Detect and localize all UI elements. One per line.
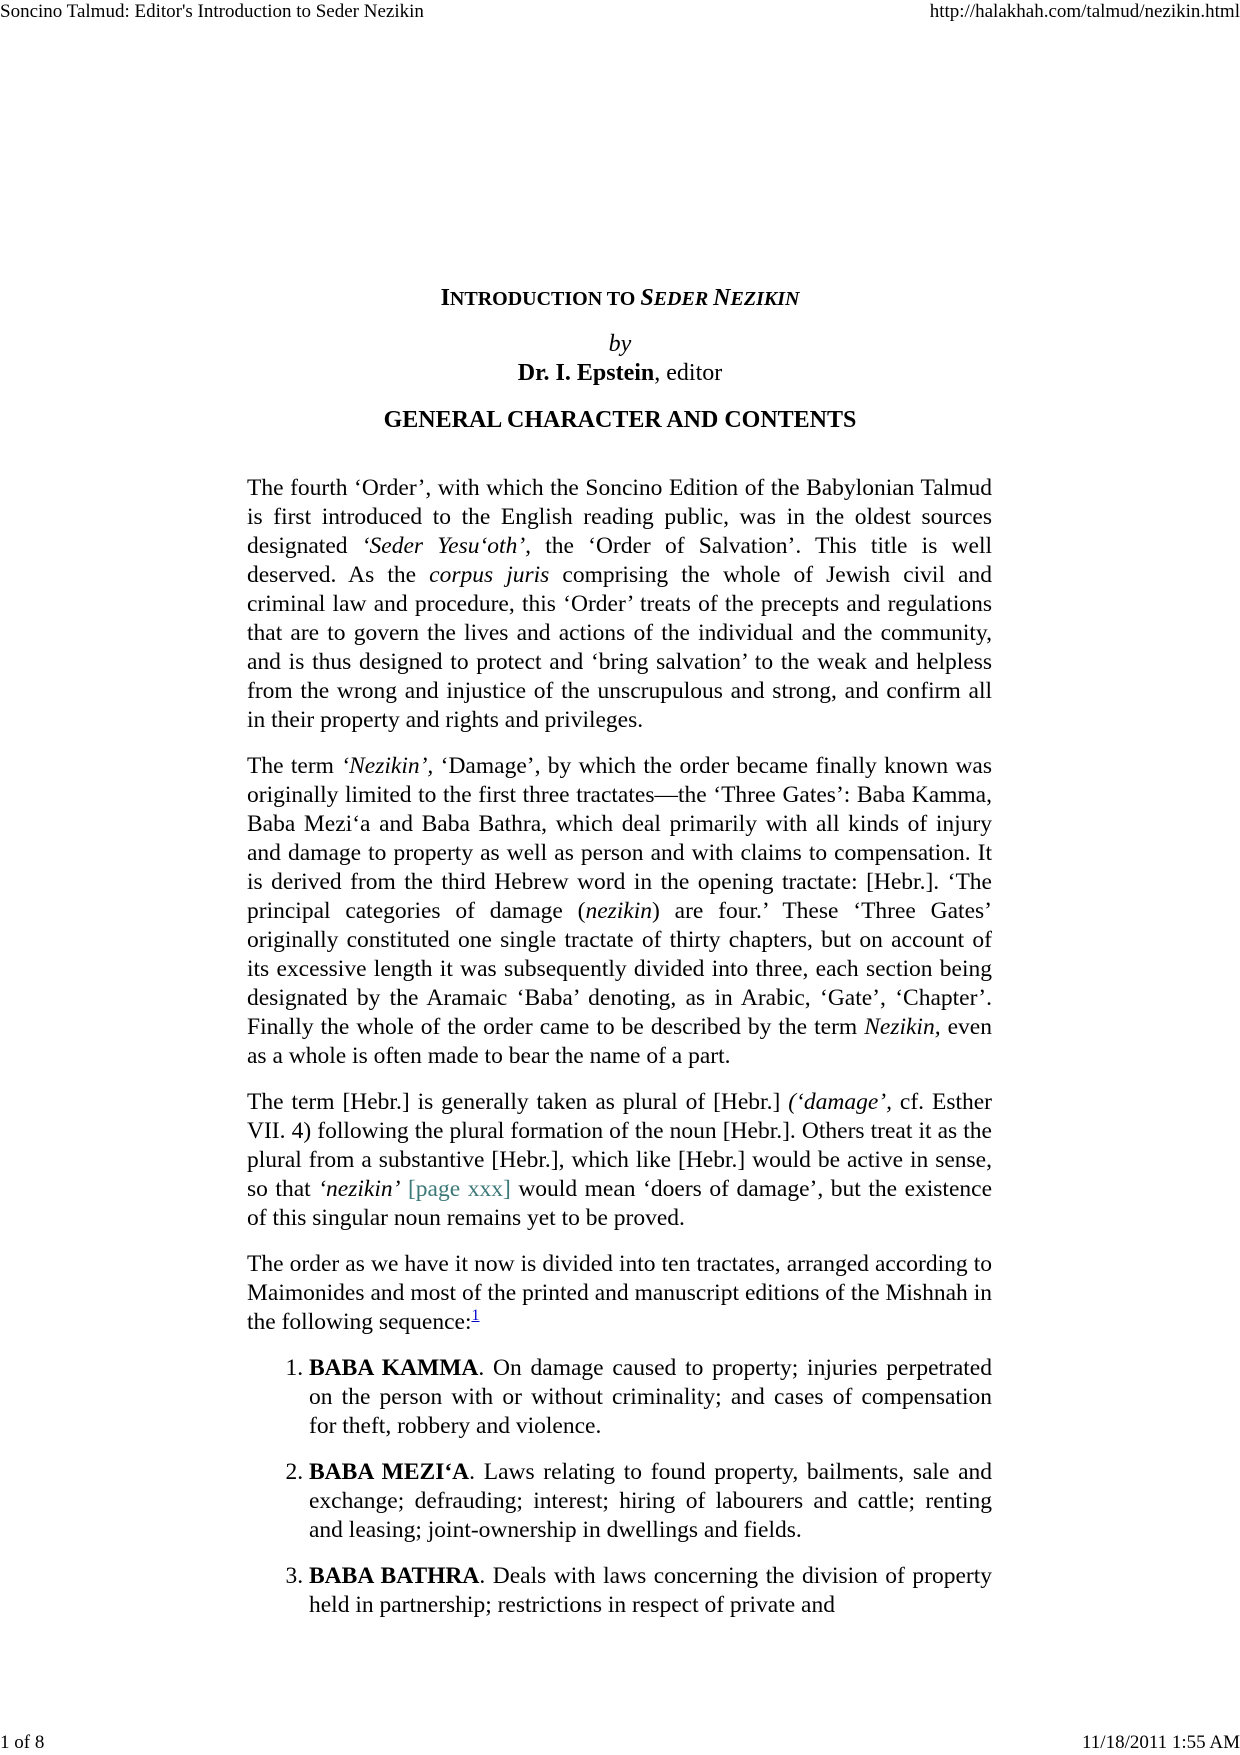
paragraph-1: The fourth ‘Order’, with which the Soncino Edition of the Babylonian Talmud is first introduced to the English reading public, was in the oldest sources designated ‘Seder Yesu‘oth’, the ‘Order of Salvation’. This title is well deserved. As the corpus juris comprising the whole of Jewish civil and criminal law and procedure, this ‘Order’ treats of the precepts and regulations that are to govern the lives and actions of the individual and the community, and is thus designed to protect and ‘bring salvation’ to the weak and helpless from the wrong and injustice of the unscrupulous and strong, and confirm all in their property and rights and privileges. xyxy=(247,475,992,733)
article-body xyxy=(247,474,992,1637)
page-title: INTRODUCTION TO SEDER NEZIKIN xyxy=(440,285,800,311)
footnote-link[interactable]: 1 xyxy=(471,1307,480,1325)
list-item: 1. BABA KAMMA. On damage caused to property; injuries perpetrated on the person with or without criminality; and cases of compensation for theft, robbery and violence. xyxy=(309,1354,992,1441)
browser-print-header-title: Soncino Talmud: Editor's Introduction to Seder Nezikin xyxy=(0,1,424,22)
paragraph-4: The order as we have it now is divided into ten tractates, arranged according to Maimonides and most of the printed and manuscript editions of the Mishnah in the following sequence:$^1$ xyxy=(247,1251,992,1335)
list-item: 2. BABA MEZI‘A. Laws relating to found property, bailments, sale and exchange; defrauding; interest; hiring of labourers and cattle; renting and leasing; joint-ownership in dwellings and fields. xyxy=(309,1458,992,1545)
author-role: , editor xyxy=(654,360,723,386)
tractate-list xyxy=(247,1354,992,1620)
tractate-name: BABA KAMMA xyxy=(309,1355,479,1381)
tractate-name: BABA MEZI‘A xyxy=(309,1459,470,1485)
print-timestamp: 11/18/2011 1:55 AM xyxy=(1082,1732,1240,1753)
page-counter: 1 of 8 xyxy=(0,1732,45,1753)
paragraph-3: The term [Hebr.] is generally taken as plural of [Hebr.] (‘damage’, cf. Esther VII. 4) following the plural formation of the noun [Hebr.]. Others treat it as the plural from a substantive [Hebr.], which like [Hebr.] would be active in sense, so that ‘nezikin’ [page xxx] would mean ‘doers of damage’, but the existence of this singular noun remains yet to be proved. xyxy=(247,1089,992,1231)
by-label: by xyxy=(608,331,632,357)
byline xyxy=(0,330,1240,388)
page-reference: [page xxx] xyxy=(407,1176,511,1202)
section-title: GENERAL CHARACTER AND CONTENTS xyxy=(383,407,857,433)
author-name: Dr. I. Epstein xyxy=(517,360,655,386)
list-item: 3. BABA BATHRA. Deals with laws concerning the division of property held in partnership; restrictions in respect of private and xyxy=(309,1562,992,1620)
browser-print-header-url: http://halakhah.com/talmud/nezikin.html xyxy=(929,1,1240,22)
paragraph-2: The term ‘Nezikin’, ‘Damage’, by which the order became finally known was originally limited to the first three tractates—the ‘Three Gates’: Baba Kamma, Baba Mezi‘a and Baba Bathra, which deal primarily with all kinds of injury and damage to property as well as person and with claims to compensation. It is derived from the third Hebrew word in the opening tractate: [Hebr.]. ‘The principal categories of damage (nezikin) are four.’ These ‘Three Gates’ originally constituted one single tractate of thirty chapters, but on account of its excessive length it was subsequently divided into three, each section being designated by the Aramaic ‘Baba’ denoting, as in Arabic, ‘Gate’, ‘Chapter’. Finally the whole of the order came to be described by the term Nezikin, even as a whole is often made to bear the name of a part. xyxy=(247,753,992,1069)
tractate-name: BABA BATHRA xyxy=(309,1563,480,1589)
